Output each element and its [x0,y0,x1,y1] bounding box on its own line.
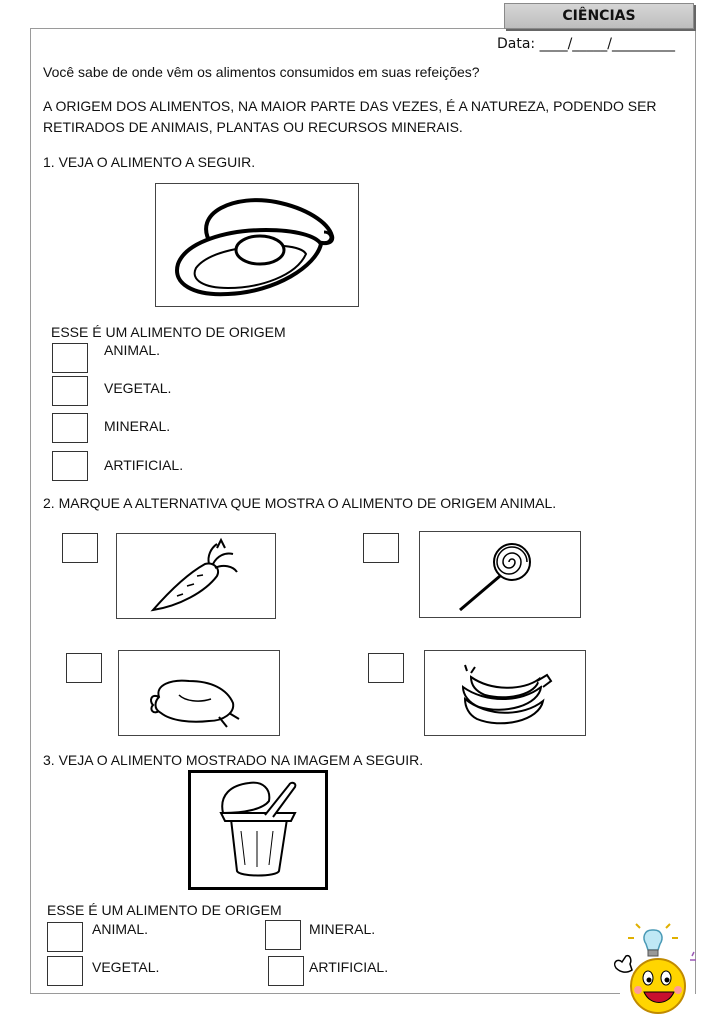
date-field[interactable]: Data: ____/_____/_________ [497,36,676,52]
q1-checkbox-mineral[interactable] [52,413,88,443]
smiley-lightbulb-icon [610,922,700,1018]
q2-checkbox-lollipop[interactable] [363,533,399,563]
q3-checkbox-animal[interactable] [47,922,83,952]
q1-option-animal: ANIMAL. [104,342,161,358]
q1-option-vegetal: VEGETAL. [104,380,172,396]
q1-option-artificial: ARTIFICIAL. [104,457,184,473]
banana-image [424,650,586,736]
q1-checkbox-artificial[interactable] [52,451,88,481]
page-frame-right [695,28,696,994]
page-frame-bottom [30,993,620,994]
carrot-image [116,533,276,619]
page-frame-left [30,28,31,994]
q3-option-mineral: MINERAL. [309,921,376,937]
intro-line-1: A ORIGEM DOS ALIMENTOS, NA MAIOR PARTE DAS VEZES, É A NATUREZA, PODENDO SER [43,98,657,114]
q2-checkbox-carrot[interactable] [62,533,98,563]
q3-checkbox-vegetal[interactable] [47,956,83,986]
q2-checkbox-chicken[interactable] [66,653,102,683]
chicken-image [118,650,280,736]
q3-checkbox-artificial[interactable] [268,956,304,986]
q3-option-animal: ANIMAL. [92,921,149,937]
q2-checkbox-banana[interactable] [368,653,404,683]
lollipop-image [419,531,581,618]
q3-title: 3. VEJA O ALIMENTO MOSTRADO NA IMAGEM A SEGUIR. [43,752,424,768]
subject-header: CIÊNCIAS [504,3,694,29]
avocado-image [155,183,359,307]
q1-prompt: ESSE É UM ALIMENTO DE ORIGEM [51,324,286,340]
q2-title: 2. MARQUE A ALTERNATIVA QUE MOSTRA O ALIMENTO DE ORIGEM ANIMAL. [43,495,557,511]
q1-checkbox-vegetal[interactable] [52,376,88,406]
q3-option-artificial: ARTIFICIAL. [309,959,389,975]
q1-option-mineral: MINERAL. [104,418,171,434]
intro-question: Você sabe de onde vêm os alimentos consumidos em suas refeições? [43,64,480,80]
q3-prompt: ESSE É UM ALIMENTO DE ORIGEM [47,902,282,918]
q3-option-vegetal: VEGETAL. [92,959,160,975]
intro-line-2: RETIRADOS DE ANIMAIS, PLANTAS OU RECURSOS MINERAIS. [43,119,463,135]
q1-checkbox-animal[interactable] [52,343,88,373]
q3-checkbox-mineral[interactable] [265,920,301,950]
yogurt-image [188,770,328,890]
q1-title: 1. VEJA O ALIMENTO A SEGUIR. [43,154,256,170]
